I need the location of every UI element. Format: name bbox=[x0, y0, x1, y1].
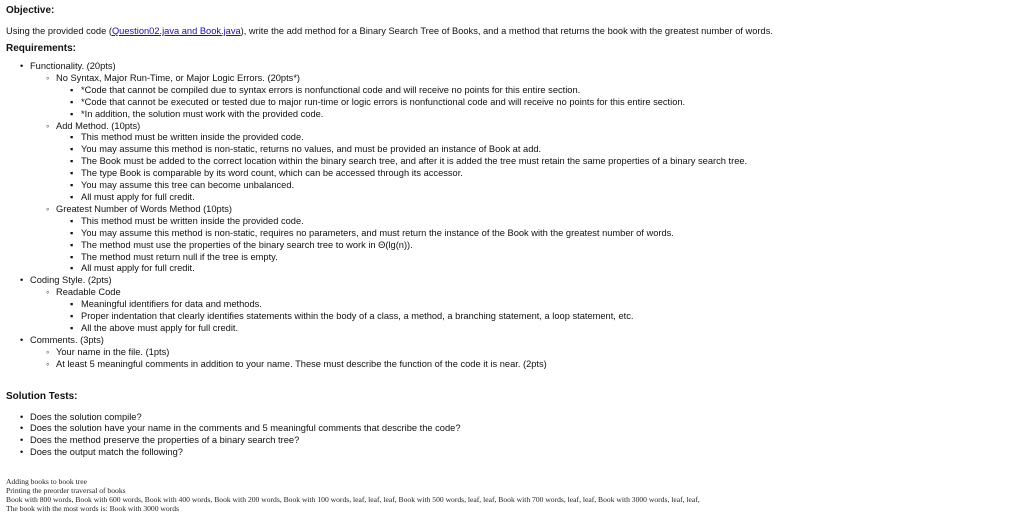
requirement-item bbox=[6, 144, 1016, 156]
bullet-icon: ▪ bbox=[70, 108, 74, 119]
bullet-icon: • bbox=[20, 435, 24, 446]
output-line: Adding books to book tree bbox=[6, 477, 87, 487]
solution-test-item bbox=[6, 447, 1016, 459]
list-item-text: All must apply for full credit. bbox=[81, 263, 195, 274]
bullet-icon: ◦ bbox=[46, 358, 50, 369]
list-item-text: Functionality. (20pts) bbox=[30, 61, 116, 71]
requirement-item bbox=[6, 263, 1016, 275]
list-item-text: Readable Code bbox=[56, 287, 121, 298]
bullet-icon: ◦ bbox=[46, 346, 50, 357]
intro-text-before: Using the provided code ( bbox=[6, 26, 112, 36]
requirement-item bbox=[6, 109, 1016, 121]
list-item-text: No Syntax, Major Run-Time, or Major Logic Errors. (20pts*) bbox=[56, 72, 301, 83]
output-line: Printing the preorder traversal of books bbox=[6, 485, 126, 495]
bullet-icon: ▪ bbox=[70, 311, 74, 322]
list-item-text: This method must be written inside the provided code. bbox=[81, 215, 304, 226]
intro-text-after: ), write the add method for a Binary Search Tree of Books, and a method that returns the book with the greatest number of words. bbox=[240, 26, 773, 36]
bullet-icon: ▪ bbox=[70, 84, 74, 95]
list-item-text: Does the solution have your name in the comments and 5 meaningful comments that describe the code? bbox=[30, 423, 461, 434]
bullet-icon: ▪ bbox=[70, 227, 74, 238]
requirement-item bbox=[6, 240, 1016, 252]
list-item-text: All must apply for full credit. bbox=[81, 191, 195, 202]
bullet-icon: ▪ bbox=[70, 322, 74, 333]
list-item-text: Does the solution compile? bbox=[30, 411, 142, 422]
requirement-item bbox=[6, 97, 1016, 109]
requirement-item bbox=[6, 311, 1016, 323]
list-item-text: Coding Style. (2pts) bbox=[30, 275, 112, 286]
list-item-text: You may assume this method is non-static, returns no values, and must be provided an instance of Book at add. bbox=[81, 144, 542, 155]
list-item-text: Comments. (3pts) bbox=[30, 334, 104, 345]
requirement-item bbox=[6, 359, 1016, 371]
assignment-document bbox=[6, 5, 1016, 513]
intro-paragraph bbox=[6, 25, 1016, 37]
bullet-icon: • bbox=[20, 447, 24, 458]
bullet-icon: ◦ bbox=[46, 287, 50, 298]
requirement-item bbox=[6, 85, 1016, 97]
list-item-text: *Code that cannot be executed or tested due to major run-time or logic errors is nonfunctional code and will receive no points for this entire section. bbox=[81, 96, 686, 107]
requirement-item bbox=[6, 252, 1016, 264]
requirement-item bbox=[6, 132, 1016, 144]
list-item-text: Meaningful identifiers for data and methods. bbox=[81, 299, 262, 310]
solution-test-item bbox=[6, 423, 1016, 435]
requirement-item bbox=[6, 216, 1016, 228]
bullet-icon: • bbox=[20, 423, 24, 434]
bullet-icon: ▪ bbox=[70, 96, 74, 107]
bullet-icon: ▪ bbox=[70, 299, 74, 310]
list-item-text: The method must use the properties of the binary search tree to work in Θ(lg(n)). bbox=[81, 239, 413, 250]
requirement-item bbox=[6, 347, 1016, 359]
source-files-link[interactable]: Question02.java and Book.java bbox=[111, 26, 241, 36]
requirement-item bbox=[6, 287, 1016, 299]
output-line: The book with the most words is: Book with 3000 words bbox=[6, 503, 179, 513]
list-item-text: *In addition, the solution must work with the provided code. bbox=[81, 108, 324, 119]
bullet-icon: ▪ bbox=[70, 191, 74, 202]
list-item-text: You may assume this tree can become unbalanced. bbox=[81, 180, 295, 191]
list-item-text: You may assume this method is non-static, requires no parameters, and must return the instance of the Book with the greatest number of words. bbox=[81, 227, 674, 238]
expected-output bbox=[6, 478, 1016, 513]
list-item-text: Does the output match the following? bbox=[30, 447, 183, 458]
requirement-item bbox=[6, 192, 1016, 204]
list-item-text: All the above must apply for full credit. bbox=[81, 322, 239, 333]
bullet-icon: ▪ bbox=[70, 168, 74, 179]
list-item-text: The Book must be added to the correct location within the binary search tree, and after it is added the tree must retain the same properties of a binary search tree. bbox=[81, 156, 748, 167]
bullet-icon: ◦ bbox=[46, 203, 50, 214]
objective-heading: Objective: bbox=[6, 5, 55, 16]
bullet-icon: ◦ bbox=[46, 72, 50, 83]
output-line: Book with 800 words, Book with 600 words, Book with 400 words, Book with 200 words, Book with 100 words, leaf, leaf, leaf, Book with 500 words, leaf, leaf, Book with 700 words, leaf, leaf, Book with 3000 words, leaf, leaf, bbox=[6, 494, 700, 504]
bullet-icon: ◦ bbox=[46, 120, 50, 131]
bullet-icon: ▪ bbox=[70, 180, 74, 191]
requirement-item bbox=[6, 335, 1016, 347]
solution-tests-list bbox=[6, 412, 1016, 460]
requirement-item bbox=[6, 61, 1016, 73]
requirement-item bbox=[6, 204, 1016, 216]
list-item-text: The type Book is comparable by its word count, which can be accessed through its accessor. bbox=[81, 168, 463, 179]
list-item-text: Proper indentation that clearly identifies statements within the body of a class, a method, a branching statement, a loop statement, etc. bbox=[81, 311, 634, 322]
bullet-icon: ▪ bbox=[70, 215, 74, 226]
list-item-text: *Code that cannot be compiled due to syntax errors is nonfunctional code and will receive no points for this entire section. bbox=[81, 84, 581, 95]
requirement-item bbox=[6, 323, 1016, 335]
bullet-icon: ▪ bbox=[70, 144, 74, 155]
requirements-heading: Requirements: bbox=[6, 43, 77, 54]
bullet-icon: • bbox=[20, 275, 24, 286]
requirements-list bbox=[6, 61, 1016, 371]
requirement-item bbox=[6, 180, 1016, 192]
requirement-item bbox=[6, 73, 1016, 85]
bullet-icon: • bbox=[20, 334, 24, 345]
bullet-icon: ▪ bbox=[70, 263, 74, 274]
bullet-icon: ▪ bbox=[70, 156, 74, 167]
requirement-item bbox=[6, 168, 1016, 180]
list-item-text: This method must be written inside the provided code. bbox=[81, 132, 304, 143]
bullet-icon: • bbox=[20, 61, 24, 71]
requirement-item bbox=[6, 228, 1016, 240]
bullet-icon: • bbox=[20, 411, 24, 422]
list-item-text: Does the method preserve the properties of a binary search tree? bbox=[30, 435, 300, 446]
list-item-text: The method must return null if the tree is empty. bbox=[81, 251, 278, 262]
list-item-text: Greatest Number of Words Method (10pts) bbox=[56, 203, 233, 214]
bullet-icon: ▪ bbox=[70, 132, 74, 143]
requirement-item bbox=[6, 121, 1016, 133]
bullet-icon: ▪ bbox=[70, 251, 74, 262]
solution-test-item bbox=[6, 435, 1016, 447]
requirement-item bbox=[6, 299, 1016, 311]
list-item-text: Add Method. (10pts) bbox=[56, 120, 141, 131]
solution-tests-heading: Solution Tests: bbox=[6, 390, 78, 402]
bullet-icon: ▪ bbox=[70, 239, 74, 250]
requirement-item bbox=[6, 275, 1016, 287]
list-item-text: At least 5 meaningful comments in addition to your name. These must describe the function of the code it is near. (2pts) bbox=[56, 358, 547, 369]
list-item-text: Your name in the file. (1pts) bbox=[56, 346, 170, 357]
requirement-item bbox=[6, 156, 1016, 168]
solution-test-item bbox=[6, 412, 1016, 424]
